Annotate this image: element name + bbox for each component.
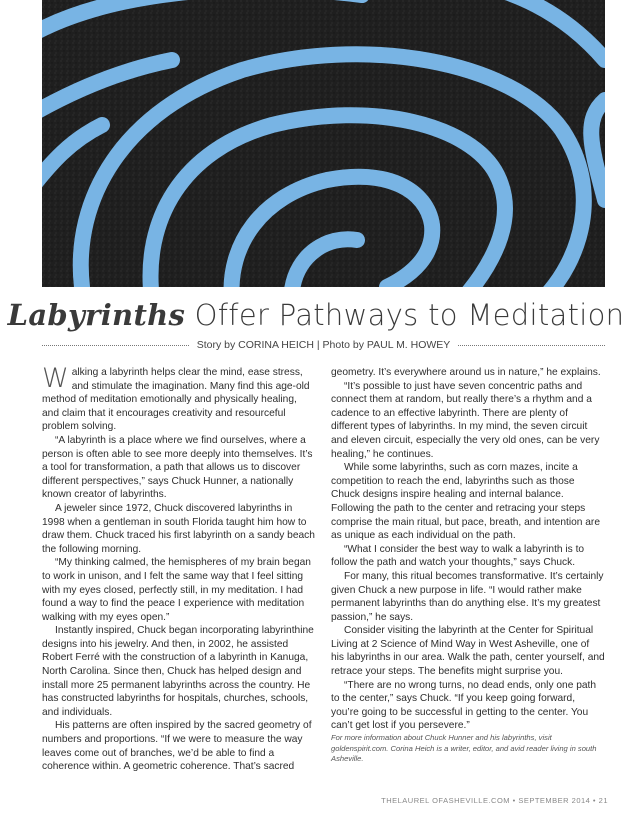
byline-text: Story by CORINA HEICH | Photo by PAUL M. HOWEY bbox=[196, 339, 451, 351]
paragraph: Consider visiting the labyrinth at the Center for Spiritual Living at 2 Science of Mind Way in West Asheville, one of his labyrinths in our area. Walk the path, center yourself, and retrace your steps. The benefits might surprise you. bbox=[331, 625, 605, 678]
paragraph: Instantly inspired, Chuck began incorporating labyrinthine designs into his jewelry. And then, in 2002, he assisted Robert Ferré with the construction of a labyrinth in Kanuga, North Carolina. Since then, Chuck has helped design and install more 25 permanent labyrinths across the country. He has constructed labyrinths for hospitals, churches, schools, and individuals. bbox=[42, 625, 314, 718]
paragraph-text: alking a labyrinth helps clear the mind, ease stress, and stimulate the imagination. Many find this age-old method of meditation emotionally and physically healing, and claim that it encourages creativity and resourceful problem solving. bbox=[42, 367, 310, 433]
paragraph: “What I consider the best way to walk a labyrinth is to follow the path and watch your thoughts,” says Chuck. bbox=[331, 543, 585, 569]
paragraph: While some labyrinths, such as corn mazes, incite a competition to reach the end, labyrinths such as those Chuck designs inspire healing and internal balance. Following the path to the center and retracing your steps comprise the main ritual, but pace, breath, and intention are as unique as each individual on the path. bbox=[331, 462, 600, 542]
paragraph: For many, this ritual becomes transformative. It’s certainly given Chuck a new purpose in life. “I would rather make permanent labyrinths than do anything else. It’s my greatest passion,” he says. bbox=[331, 570, 604, 623]
paragraph bbox=[42, 363, 316, 434]
paragraph: A jeweler since 1972, Chuck discovered labyrinths in 1998 when a gentleman in south Florida taught him how to draw them. Chuck traced his first labyrinth on a sandy beach the following morning. bbox=[42, 502, 315, 555]
title-rest: Offer Pathways to Meditation bbox=[185, 298, 625, 332]
paragraph: His patterns are often inspired by the sacred geometry of numbers and proportions. “If we were to measure the way leaves come out of branches, we’d be able to find a coherence within. A geometric coherence. That’s sacred bbox=[42, 720, 312, 773]
paragraph: “It’s possible to just have seven concentric paths and connect them at random, but really there’s a rhythm and a cadence to an effective labyrinth. There are plenty of different types of labyrinths. In my mind, the seven circuit and eleven circuit, especially the very old ones, can be very healing,” he continues. bbox=[331, 380, 600, 460]
column-right bbox=[331, 366, 605, 765]
paragraph: “There are no wrong turns, no dead ends, only one path to the center,” says Chuck. “If you keep going forward, you’re going to be successful in getting to the center. You can’t get lost if you persevere.” bbox=[331, 679, 597, 732]
article-title bbox=[0, 298, 632, 332]
byline bbox=[42, 337, 605, 353]
title-italic: Labyrinths bbox=[7, 298, 186, 332]
paragraph: geometry. It’s everywhere around us in nature,” he explains. bbox=[331, 367, 601, 378]
labyrinth-illustration bbox=[42, 0, 605, 287]
byline-rule-left bbox=[42, 345, 189, 346]
paragraph: “My thinking calmed, the hemispheres of my brain began to work in unison, and I felt the same way that I feel sitting with my eyes closed, perfectly still, in my meditation. I had found a way to find the peace I experience with meditation walking with my eyes open.” bbox=[42, 557, 311, 623]
column-left bbox=[42, 363, 316, 774]
author-note: For more information about Chuck Hunner and his labyrinths, visit goldenspirit.com. Corina Heich is a writer, editor, and avid reader living in south Asheville. bbox=[331, 733, 597, 764]
drop-cap: W bbox=[42, 363, 69, 394]
byline-rule-right bbox=[458, 345, 605, 346]
page-footer: THELAUREL OFASHEVILLE.COM • SEPTEMBER 2014 • 21 bbox=[381, 796, 608, 805]
paragraph: “A labyrinth is a place where we find ourselves, where a person is often able to see more deeply into themselves. It’s a tool for transformation, a path that allows us to discover different perspectives,” says Chuck Hunner, a nationally known creator of labyrinths. bbox=[42, 434, 313, 501]
labyrinth-photo bbox=[42, 0, 605, 287]
